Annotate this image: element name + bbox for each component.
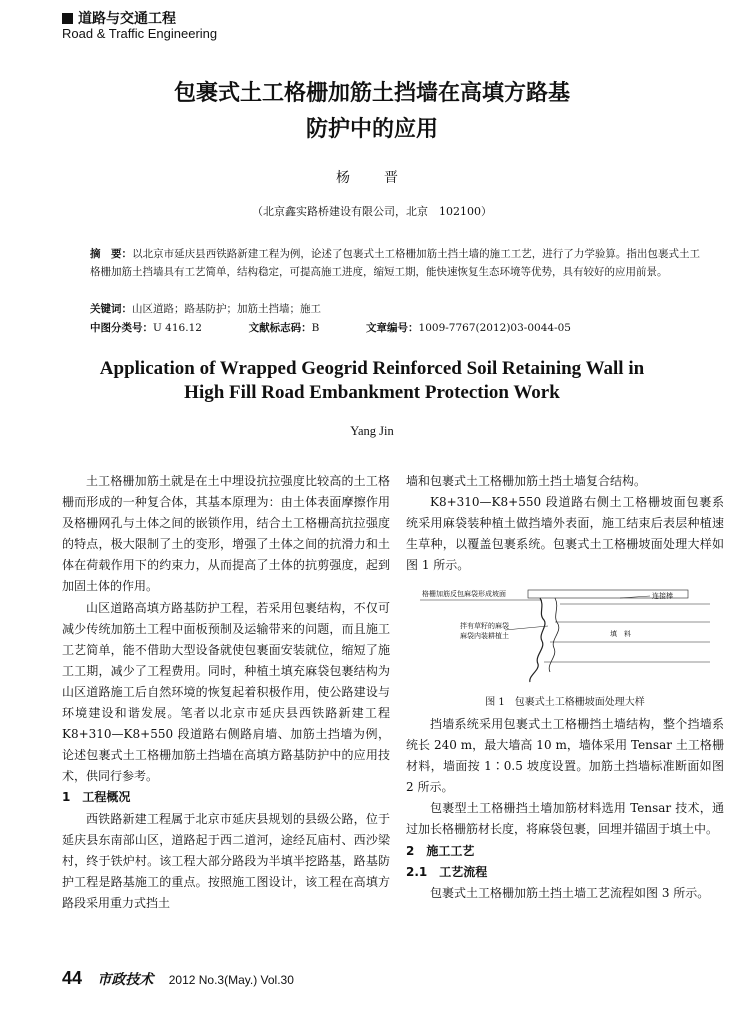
section-heading-1: 1 工程概况 [62, 790, 131, 805]
figure-label-connector: 连接棒 [652, 592, 673, 600]
title-cn-line2: 防护中的应用 [305, 117, 438, 142]
paragraph: K8+310—K8+550 段道路右侧土工格栅坡面包裹系统采用麻袋装种植土做挡墙外表面，施工结束后表层种植速生草种，以覆盖包裹系统。包裹式土工格栅坡面处理大样如图 1 所示。 [406, 495, 724, 573]
section-heading-2-1: 2.1 工艺流程 [406, 864, 488, 879]
figure-label-soil-bag: 麻袋内装耕植土 [460, 632, 509, 640]
keywords-label: 关键词： [90, 303, 132, 315]
doc-code-value: B [311, 322, 320, 334]
clc-label: 中图分类号： [90, 322, 153, 334]
journal-name-en: Road & Traffic Engineering [62, 26, 218, 41]
section-heading-2: 2 施工工艺 [406, 843, 475, 858]
right-column-top [406, 471, 724, 576]
clc-value: U 416.12 [153, 322, 202, 334]
paragraph: 包裹型土工格栅挡土墙加筋材料选用 Tensar 技术，通过加长格栅筋材长度，将麻袋包裹，回埋并锚固于填土中。 [406, 801, 724, 837]
figure-label-grass-bag: 拌有草籽的麻袋 [460, 622, 509, 630]
page-footer [62, 968, 294, 989]
figure-label-fill: 填 料 [610, 630, 631, 638]
author-cn: 杨 晋 [336, 170, 408, 186]
keywords [90, 301, 700, 316]
article-number-label: 文章编号： [366, 322, 419, 334]
figure-1-drawing [420, 586, 720, 686]
paragraph: 挡墙系统采用包裹式土工格栅挡土墙结构，整个挡墙系统长 240 m，最大墙高 10 m，墙体采用 Tensar 土工格栅材料，墙面按 1∶0.5 坡度设置。加筋土挡墙标准断面如图 2 所示。 [406, 717, 724, 795]
paragraph: 西铁路新建工程属于北京市延庆县规划的县级公路，位于延庆县东南部山区，道路起于西二道河，途经瓦庙村、西沙梁村，终于铁炉村。该工程大部分路段为半填半挖路基，路基防护工程是路基施工的重点。按照施工图设计，该工程在高填方路段采用重力式挡土 [62, 811, 390, 910]
title-en-line1: Application of Wrapped Geogrid Reinforced Soil Retaining Wall in [99, 358, 645, 379]
abstract [90, 246, 700, 281]
abstract-label: 摘 要： [90, 248, 133, 260]
author-en: Yang Jin [350, 424, 394, 438]
figure-1 [420, 586, 720, 686]
journal-name-cn: 道路与交通工程 [78, 11, 176, 27]
title-en-line2: High Fill Road Embankment Protection Work [184, 382, 560, 403]
header-square-icon [62, 13, 73, 24]
figure-label-geogrid: 格栅加筋反包麻袋形成坡面 [422, 590, 506, 598]
article-number-value: 1009-7767(2012)03-0044-05 [418, 322, 571, 334]
footer-issue: 2012 No.3(May.) Vol.30 [168, 973, 294, 987]
classification-line [90, 320, 700, 335]
left-column [62, 471, 390, 914]
title-cn-line1: 包裹式土工格栅加筋土挡墙在高填方路基 [173, 81, 570, 106]
page-number: 44 [62, 968, 83, 988]
keywords-text: 山区道路；路基防护；加筋土挡墙；施工 [132, 303, 321, 315]
right-column-bottom [406, 714, 724, 904]
affiliation-cn: （北京鑫实路桥建设有限公司，北京 102100） [252, 205, 492, 218]
paragraph: 山区道路高填方路基防护工程，若采用包裹结构，不仅可减少传统加筋土工程中面板预制及运输带来的问题，而且施工工艺简单，能不借助大型设备就使包裹面安装就位，缩短了施工工期，减少了工程费用。同时，种植土填充麻袋包裹结构为山区道路施工后自然环境的恢复起着积极作用，使公路建设与环境建设和谐发展。笔者以北京市延庆县西铁路新建工程 K8+310—K8+550 段道路右侧路肩墙、加筋土挡墙为例，论述包裹式土工格栅加筋土挡墙在高填方路基防护中的应用技术，供同行参考。 [62, 600, 390, 784]
paragraph: 包裹式土工格栅加筋土挡土墙工艺流程如图 3 所示。 [430, 885, 710, 900]
journal-header-cn [62, 8, 176, 28]
paragraph: 墙和包裹式土工格栅加筋土挡土墙复合结构。 [406, 474, 647, 488]
paragraph: 土工格栅加筋土就是在土中埋设抗拉强度比较高的土工格栅而形成的一种复合体，其基本原理为：由土体表面摩擦作用及格栅网孔与土体之间的嵌锁作用，结合土工格栅高抗拉强度的特点，极大限制了土的变形，增强了土体之间的抗滑力和土体在荷载作用下的约束力，从而提高了土体的抗剪强度，起到加固土体的作用。 [62, 474, 390, 594]
figure-1-caption: 图 1 包裹式土工格栅坡面处理大样 [485, 697, 645, 708]
doc-code-label: 文献标志码： [248, 322, 312, 334]
footer-journal-logo: 市政技术 [97, 972, 154, 988]
abstract-text: 以北京市延庆县西铁路新建工程为例，论述了包裹式土工格栅加筋土挡土墙的施工工艺，进行了力学验算。指出包裹式土工格栅加筋土挡墙具有工艺简单，结构稳定，可提高施工进度，缩短工期，能快速恢复生态环境等优势，具有较好的应用前景。 [90, 248, 701, 278]
